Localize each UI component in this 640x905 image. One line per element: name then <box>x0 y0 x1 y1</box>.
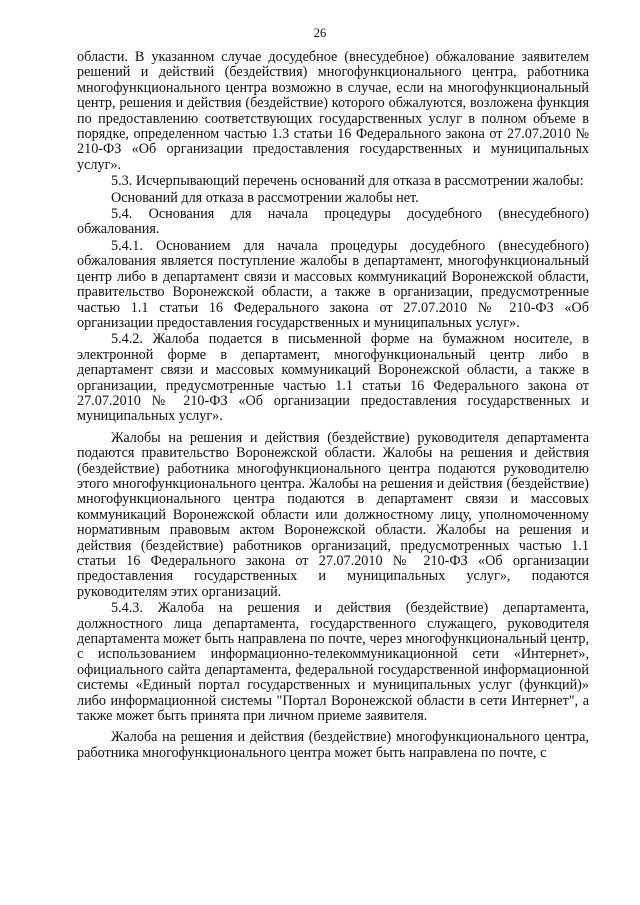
paragraph-no-refusal-grounds: Оснований для отказа в рассмотрении жалобы нет. <box>111 189 419 206</box>
paragraph-5-4-1: 5.4.1. Основанием для начала процедуры досудебного (внесудебного) обжалования является поступление жалобы в департамент, многофункциональный центр либо в департамент связи и массовых коммуникаций Воронежской области, правительство Воронежской области, а также в организации, предусмотренные частью 1.1 статьи 16 Федерального закона от 27.07.2010 № 210-ФЗ «Об организации предоставления государственных и муниципальных услуг». <box>77 237 589 331</box>
paragraph-mfc-complaint-mail: Жалоба на решения и действия (бездействие) многофункционального центра, работника многофункционального центра может быть направлена по почте, с <box>77 729 589 761</box>
paragraph-appeal-mfc-continuation: области. В указанном случае досудебное (внесудебное) обжалование заявителем решений и действий (бездействия) многофункционального центра, работника многофункционального центра возможно в случае, если на многофункциональный центр, решения и действия (бездействие) которого обжалуются, возложена функция по предоставлению соответствующих государственных услуг в полном объеме в порядке, определенном частью 1.3 статьи 16 Федерального закона от 27.07.2010 № 210-ФЗ «Об организации предоставления государственных и муниципальных услуг». <box>77 49 589 173</box>
paragraph-complaints-addressees: Жалобы на решения и действия (бездействие) руководителя департамента подаются правительство Воронежской области. Жалобы на решения и действия (бездействие) работника многофункционального центра подаются руководителю этого многофункционального центра. Жалобы на решения и действия (бездействие) многофункционального центра подаются в департамент связи и массовых коммуникаций Воронежской области или должностному лицу, уполномоченному нормативным правовым актом Воронежской области. Жалобы на решения и действия (бездействие) работников организаций, предусмотренных частью 1.1 статьи 16 Федерального закона от 27.07.2010 № 210-ФЗ «Об организации предоставления государственных и муниципальных услуг», подаются руководителям этих организаций. <box>77 429 589 600</box>
paragraph-5-3-heading: 5.3. Исчерпывающий перечень оснований для отказа в рассмотрении жалобы: <box>111 173 584 190</box>
paragraph-5-4-2: 5.4.2. Жалоба подается в письменной форме на бумажном носителе, в электронной форме в департамент, многофункциональный центр либо в департамент связи и массовых коммуникаций Воронежской области, а также в организации, предусмотренные частью 1.1 статьи 16 Федерального закона от 27.07.2010 № 210-ФЗ «Об организации предоставления государственных и муниципальных услуг». <box>77 331 589 425</box>
document-body <box>77 50 589 762</box>
paragraph-5-4-heading: 5.4. Основания для начала процедуры досудебного (внесудебного) обжалования. <box>77 206 589 238</box>
page-number: 26 <box>313 26 327 40</box>
paragraph-5-4-3: 5.4.3. Жалоба на решения и действия (бездействие) департамента, должностного лица департамента, государственного служащего, руководителя департамента может быть направлена по почте, через многофункциональный центр, с использованием информационно-телекоммуникационной сети «Интернет», официального сайта департамента, федеральной государственной информационной системы «Единый портал государственных и муниципальных услуг (функций)» либо информационной системы "Портал Воронежской области в сети Интернет", а также может быть принята при личном приеме заявителя. <box>77 600 589 725</box>
